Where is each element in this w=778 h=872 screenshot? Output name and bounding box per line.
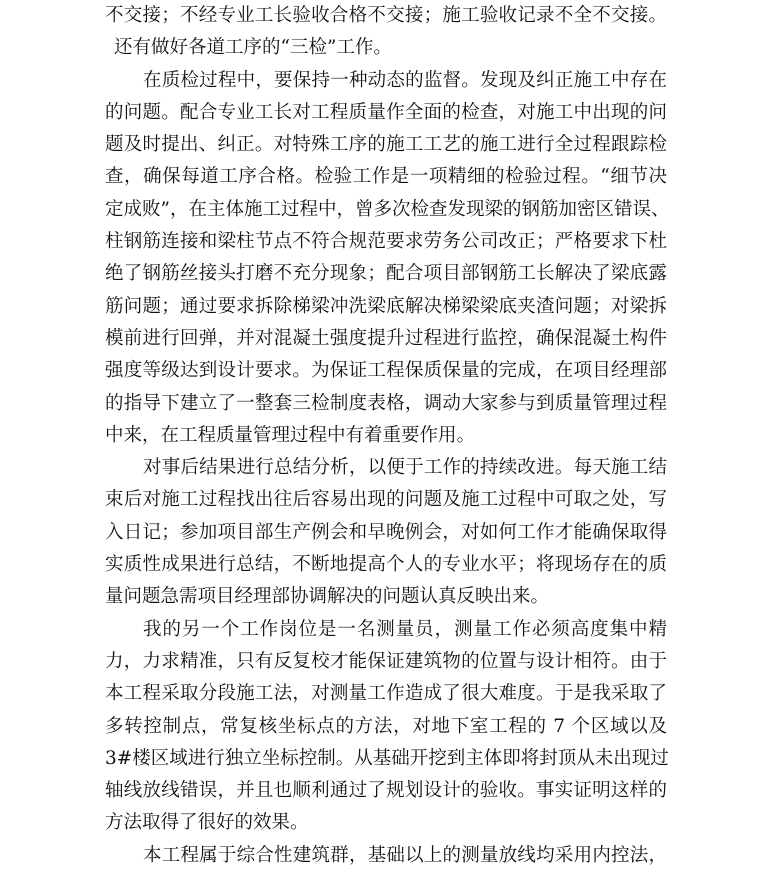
text-line: 定成败”，在主体施工过程中，曾多次检查发现梁的钢筋加密区错误、 (105, 198, 670, 220)
text-line: 方法取得了很好的效果。 (105, 812, 309, 834)
text-line: 实质性成果进行总结，不断地提高个人的专业水平；将现场存在的质 (105, 554, 667, 576)
text-line: 绝了钢筋丝接头打磨不充分现象；配合项目部钢筋工长解决了梁底露 (105, 263, 667, 285)
paragraph-surveyor-role (105, 614, 667, 840)
paragraph-summary-analysis (105, 452, 667, 613)
text-line: 量问题急需项目经理部协调解决的问题认真反映出来。 (105, 586, 550, 608)
text-line: 不交接；不经专业工长验收合格不交接；施工验收记录不全不交接。 (105, 5, 667, 26)
text-line: 在质检过程中，要保持一种动态的监督。发现及纠正施工中存在 (143, 69, 667, 91)
text-line: 模前进行回弹，并对混凝土强度提升过程进行监控，确保混凝土构件 (105, 327, 667, 349)
paragraph-building-complex (105, 840, 667, 872)
text-line: 的问题。配合专业工长对工程质量作全面的检查，对施工中出现的问 (105, 101, 667, 123)
paragraph-inspection-rules (105, 0, 667, 65)
text-line: 轴线放线错误，并且也顺利通过了规划设计的验收。事实证明这样的 (105, 780, 667, 802)
text-line: 对事后结果进行总结分析，以便于工作的持续改进。每天施工结 (143, 457, 667, 479)
text-line: 筋问题；通过要求拆除梯梁冲洗梁底解决梯梁梁底夹渣问题；对梁拆 (105, 295, 667, 317)
text-line: 力，力求精准，只有反复校才能保证建筑物的位置与设计相符。由于 (105, 650, 667, 672)
text-line: 题及时提出、纠正。对特殊工序的施工工艺的施工进行全过程跟踪检 (105, 134, 667, 156)
text-line: 我的另一个工作岗位是一名测量员，测量工作必须高度集中精 (143, 618, 667, 640)
text-line: 中来，在工程质量管理过程中有着重要作用。 (105, 424, 476, 446)
text-line: 还有做好各道工序的“三检”工作。 (114, 37, 392, 59)
text-line: 查，确保每道工序合格。检验工作是一项精细的检验过程。“细节决 (105, 166, 667, 188)
text-line: 入日记；参加项目部生产例会和早晚例会，对如何工作才能确保取得 (105, 521, 667, 543)
document-page (105, 0, 670, 872)
text-line: 强度等级达到设计要求。为保证工程保质保量的完成，在项目经理部 (105, 360, 667, 382)
text-line: 多转控制点，常复核坐标点的方法，对地下室工程的 7 个区域以及 (105, 715, 667, 737)
text-line: 的指导下建立了一整套三检制度表格，调动大家参与到质量管理过程 (105, 392, 667, 414)
text-line: 柱钢筋连接和梁柱节点不符合规范要求劳务公司改正；严格要求下杜 (105, 231, 667, 253)
text-line: 本工程采取分段施工法，对测量工作造成了很大难度。于是我采取了 (105, 683, 667, 705)
text-line: 束后对施工过程找出往后容易出现的问题及施工过程中可取之处，写 (105, 489, 667, 511)
paragraph-quality-inspection (105, 65, 670, 453)
text-line: 本工程属于综合性建筑群，基础以上的测量放线均采用内控法， (143, 844, 667, 866)
text-line: 3#楼区域进行独立坐标控制。从基础开挖到主体即将封顶从未出现过 (105, 747, 669, 769)
